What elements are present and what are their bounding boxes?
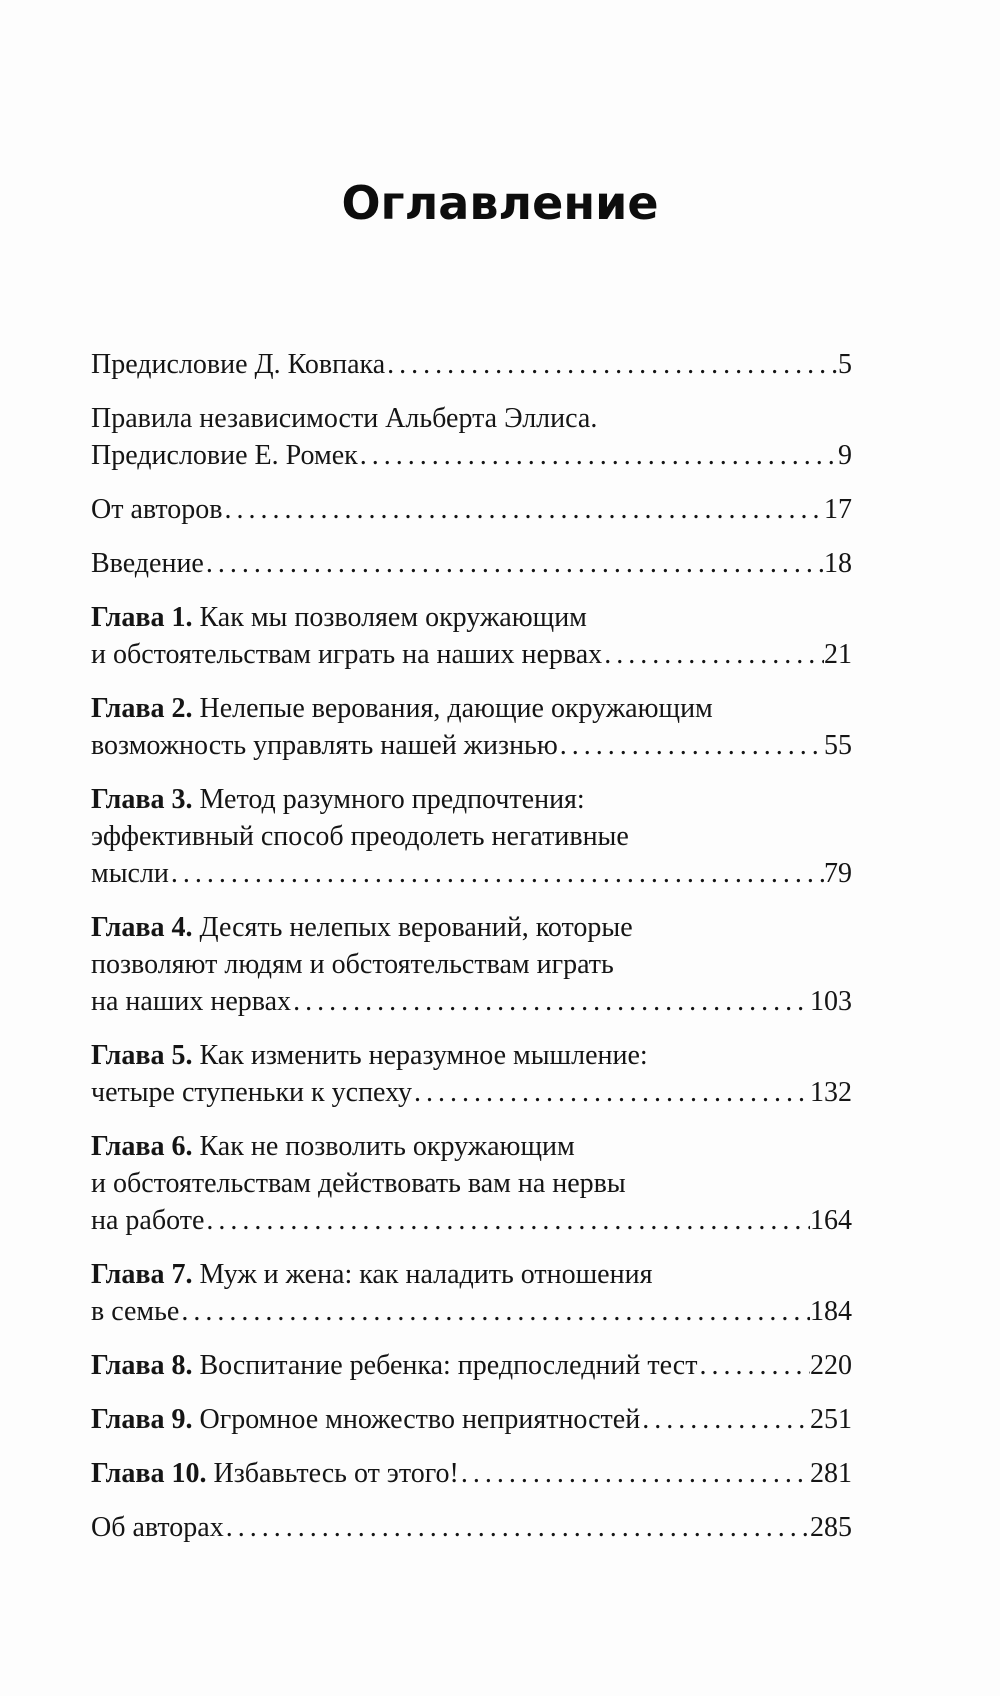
- entry-title-text: в семье: [91, 1296, 180, 1327]
- toc-entry-line: [91, 1037, 852, 1074]
- entry-title-text: Об авторах: [91, 1512, 224, 1543]
- page-number: 17: [824, 494, 852, 525]
- spacer: [193, 1256, 200, 1293]
- toc-entry-line: [91, 1293, 852, 1330]
- toc-entry-line: [91, 727, 852, 764]
- toc-entry[interactable]: [91, 1401, 852, 1438]
- page-number: 132: [810, 1077, 852, 1108]
- page-number: 281: [810, 1458, 852, 1489]
- toc-entry[interactable]: [91, 1037, 852, 1111]
- chapter-label: Глава 5.: [91, 1040, 193, 1071]
- dot-leader: [358, 437, 838, 474]
- entry-title-text: Как не позволить окружающим: [199, 1131, 575, 1162]
- toc-entry-line: [91, 346, 852, 383]
- toc-entry-line: [91, 818, 852, 855]
- entry-title-text: Введение: [91, 548, 204, 579]
- toc-entry[interactable]: [91, 346, 852, 383]
- chapter-label: Глава 6.: [91, 1131, 193, 1162]
- chapter-label: Глава 7.: [91, 1259, 193, 1290]
- toc-entry-line: [91, 781, 852, 818]
- toc-entry-line: [91, 1256, 852, 1293]
- entry-title-text: Правила независимости Альберта Эллиса.: [91, 403, 598, 434]
- dot-leader: [291, 983, 810, 1020]
- dot-leader: [179, 1293, 810, 1330]
- entry-title-text: Десять нелепых верований, которые: [199, 912, 633, 943]
- entry-title-text: Как изменить неразумное мышление:: [199, 1040, 648, 1071]
- page-number: 251: [810, 1404, 852, 1435]
- chapter-label: Глава 10.: [91, 1458, 207, 1489]
- toc-entry[interactable]: [91, 1128, 852, 1239]
- dot-leader: [223, 491, 825, 528]
- entry-title-text: Воспитание ребенка: предпоследний тест: [199, 1350, 698, 1381]
- page-number: 21: [824, 639, 852, 670]
- page-number: 184: [810, 1296, 852, 1327]
- entry-title-text: и обстоятельствам действовать вам на нервы: [91, 1168, 626, 1199]
- dot-leader: [385, 346, 838, 383]
- entry-title-text: на работе: [91, 1205, 205, 1236]
- entry-title-text: четыре ступеньки к успеху: [91, 1077, 413, 1108]
- page-number: 103: [810, 986, 852, 1017]
- entry-title-text: возможность управлять нашей жизнью: [91, 730, 558, 761]
- entry-title-text: Метод разумного предпочтения:: [199, 784, 585, 815]
- spacer: [193, 690, 200, 727]
- toc-entry-line: [91, 400, 852, 437]
- entry-title-text: Как мы позволяем окружающим: [199, 602, 587, 633]
- toc-entry-line: [91, 491, 852, 528]
- toc-entry-line: [91, 983, 852, 1020]
- page-number: 5: [838, 349, 852, 380]
- toc-entry-line: [91, 690, 852, 727]
- chapter-label: Глава 4.: [91, 912, 193, 943]
- dot-leader: [459, 1455, 810, 1492]
- entry-title-text: Огромное множество неприятностей: [199, 1404, 641, 1435]
- entry-title-text: Предисловие Д. Ковпака: [91, 349, 386, 380]
- dot-leader: [558, 727, 824, 764]
- entry-title-text: Муж и жена: как наладить отношения: [199, 1259, 653, 1290]
- page-number: 285: [810, 1512, 852, 1543]
- spacer: [193, 599, 200, 636]
- entry-title-text: мысли: [91, 858, 169, 889]
- toc-entry-line: [91, 855, 852, 892]
- page-number: 55: [824, 730, 852, 761]
- chapter-label: Глава 2.: [91, 693, 193, 724]
- chapter-label: Глава 1.: [91, 602, 193, 633]
- toc-entry[interactable]: [91, 599, 852, 673]
- toc-entry-line: [91, 437, 852, 474]
- dot-leader: [169, 855, 824, 892]
- dot-leader: [204, 1202, 810, 1239]
- dot-leader: [697, 1347, 810, 1384]
- toc-entry-line: [91, 1401, 852, 1438]
- entry-title-text: Предисловие Е. Ромек: [91, 440, 358, 471]
- toc-entry-line: [91, 636, 852, 673]
- toc-entry-line: [91, 1455, 852, 1492]
- entry-title-text: Избавьтесь от этого!: [213, 1458, 459, 1489]
- spacer: [207, 1455, 214, 1492]
- toc-entry[interactable]: [91, 1455, 852, 1492]
- chapter-label: Глава 9.: [91, 1404, 193, 1435]
- chapter-label: Глава 8.: [91, 1350, 193, 1381]
- toc-entry-line: [91, 1347, 852, 1384]
- toc-entry[interactable]: [91, 781, 852, 892]
- toc-entry-line: [91, 545, 852, 582]
- dot-leader: [224, 1509, 810, 1546]
- spacer: [193, 909, 200, 946]
- toc-entry-line: [91, 1165, 852, 1202]
- toc-entry-line: [91, 1128, 852, 1165]
- toc-entry[interactable]: [91, 690, 852, 764]
- entry-title-text: От авторов: [91, 494, 223, 525]
- dot-leader: [412, 1074, 810, 1111]
- toc-entry[interactable]: [91, 909, 852, 1020]
- entry-title-text: позволяют людям и обстоятельствам играть: [91, 949, 614, 980]
- page-number: 220: [810, 1350, 852, 1381]
- page-title: Оглавление: [341, 176, 659, 230]
- toc-entry[interactable]: [91, 1256, 852, 1330]
- table-of-contents: [91, 346, 852, 1546]
- page-number: 18: [824, 548, 852, 579]
- toc-entry-line: [91, 1202, 852, 1239]
- page-number: 164: [810, 1205, 852, 1236]
- dot-leader: [640, 1401, 810, 1438]
- entry-title-text: и обстоятельствам играть на наших нервах: [91, 639, 603, 670]
- toc-entry[interactable]: [91, 545, 852, 582]
- dot-leader: [602, 636, 824, 673]
- toc-entry[interactable]: [91, 400, 852, 474]
- spacer: [193, 1128, 200, 1165]
- toc-entry[interactable]: [91, 1347, 852, 1384]
- spacer: [193, 781, 200, 818]
- dot-leader: [204, 545, 824, 582]
- entry-title-text: Нелепые верования, дающие окружающим: [199, 693, 713, 724]
- toc-entry-line: [91, 1509, 852, 1546]
- toc-entry-line: [91, 599, 852, 636]
- chapter-label: Глава 3.: [91, 784, 193, 815]
- toc-entry[interactable]: [91, 1509, 852, 1546]
- entry-title-text: на наших нервах: [91, 986, 292, 1017]
- spacer: [193, 1347, 200, 1384]
- toc-entry-line: [91, 1074, 852, 1111]
- entry-title-text: эффективный способ преодолеть негативные: [91, 821, 629, 852]
- toc-entry-line: [91, 909, 852, 946]
- page-number: 79: [824, 858, 852, 889]
- toc-entry-line: [91, 946, 852, 983]
- spacer: [193, 1401, 200, 1438]
- page-number: 9: [838, 440, 852, 471]
- spacer: [193, 1037, 200, 1074]
- toc-entry[interactable]: [91, 491, 852, 528]
